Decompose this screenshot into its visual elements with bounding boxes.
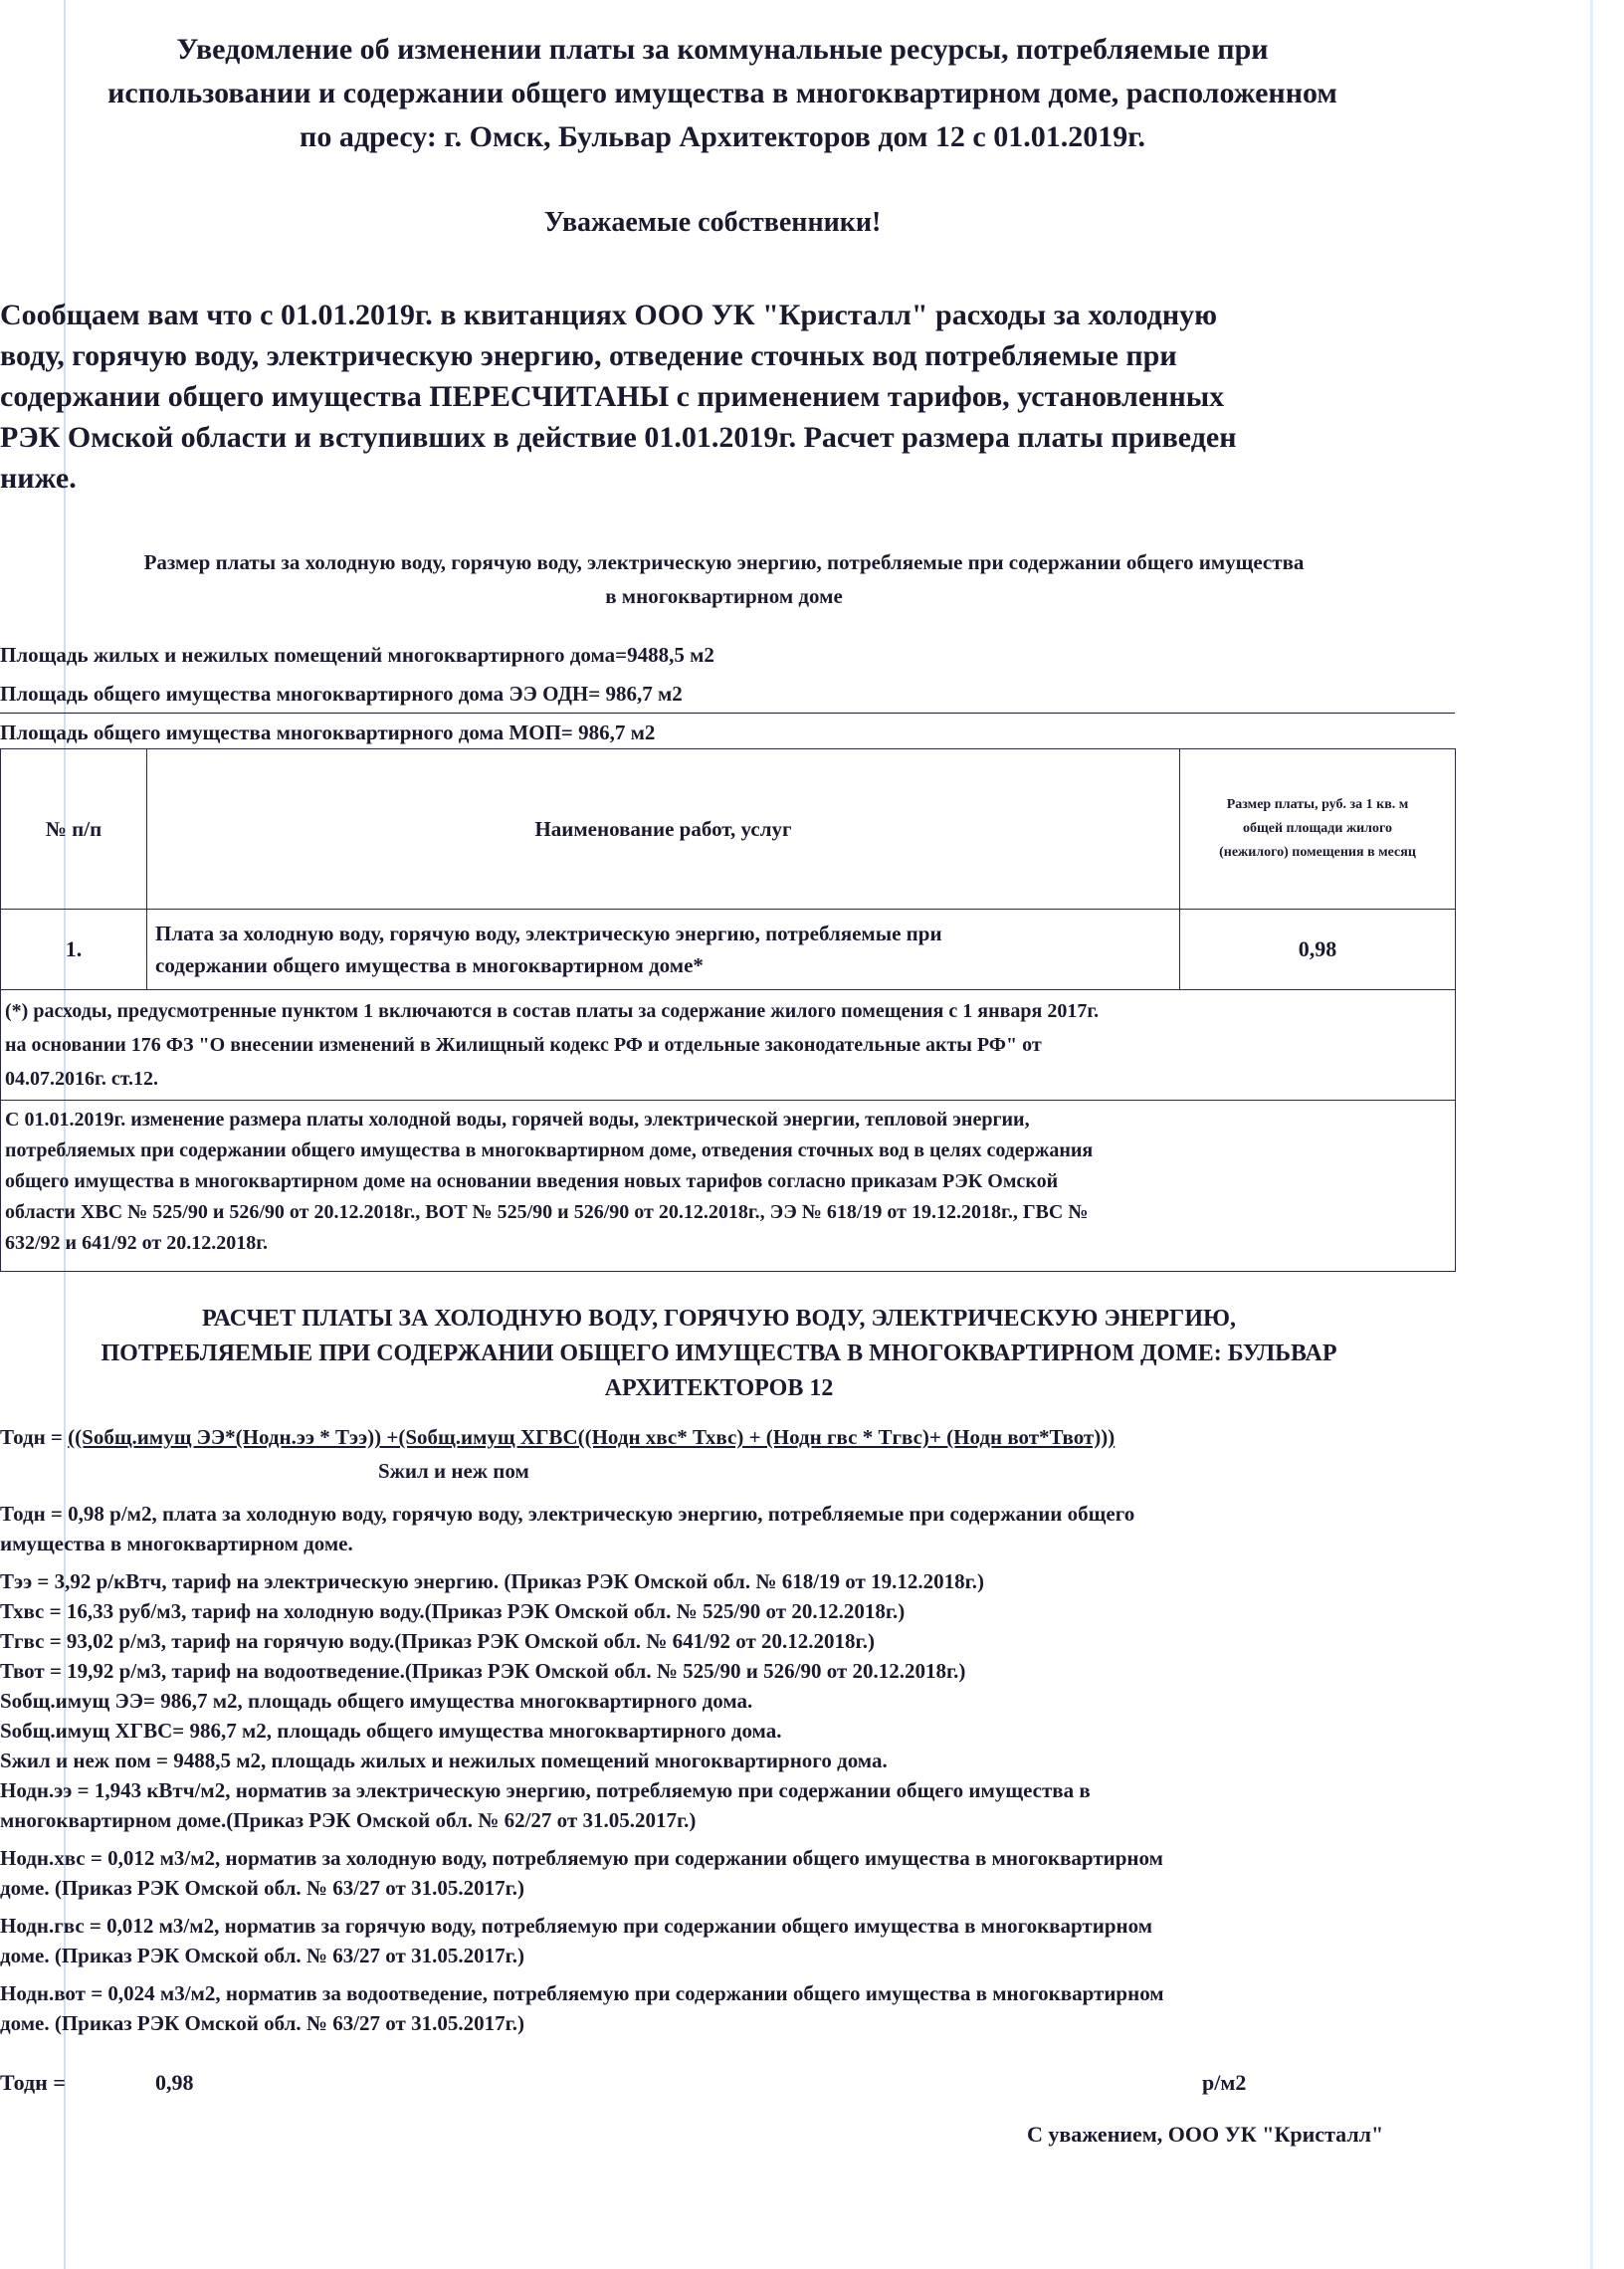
definition-line: Sобщ.имущ ЭЭ= 986,7 м2, площадь общего имущества многоквартирного дома. (0, 1689, 753, 1713)
intro-line: содержании общего имущества ПЕРЕСЧИТАНЫ с применением тарифов, установленных (0, 380, 1225, 413)
definition-line: имущества в многоквартирном доме. (0, 1532, 353, 1555)
result-value: 0,98 (155, 2070, 194, 2095)
row-num: 1. (1, 910, 147, 990)
definition-line: Тээ = 3,92 р/кВтч, тариф на электрическую энергию. (Приказ РЭК Омской обл. № 618/19 от 19.12.2018г.) (0, 1569, 984, 1593)
tariff-note-line: С 01.01.2019г. изменение размера платы холодной воды, горячей воды, электрической энергии, тепловой энергии, (5, 1109, 1030, 1131)
result-unit: р/м2 (1202, 2070, 1247, 2095)
definition-line: доме. (Приказ РЭК Омской обл. № 63/27 от 31.05.2017г.) (0, 1944, 524, 1967)
definition-line: Sобщ.имущ ХГВС= 986,7 м2, площадь общего имущества многоквартирного дома. (0, 1719, 782, 1743)
tariff-change-note (1, 1101, 1456, 1272)
header-size-line: общей площади жилого (1242, 821, 1393, 836)
intro-line: воду, горячую воду, электрическую энергию, отведение сточных вод потребляемые при (0, 339, 1177, 372)
row-value: 0,98 (1180, 910, 1456, 990)
definition-line: многоквартирном доме.(Приказ РЭК Омской обл. № 62/27 от 31.05.2017г.) (0, 1808, 697, 1832)
tariff-note-line: потребляемых при содержании общего имущества в многоквартирном доме, отведения сточных вод в целях содержания (5, 1139, 1094, 1161)
row-name (147, 910, 1180, 990)
formula (0, 1425, 1453, 1450)
table-row (1, 910, 1456, 990)
header-name: Наименование работ, услуг (147, 749, 1180, 910)
calculation-title-line: АРХИТЕКТОРОВ 12 (604, 1375, 834, 1401)
calculation-title-line: РАСЧЕТ ПЛАТЫ ЗА ХОЛОДНУЮ ВОДУ, ГОРЯЧУЮ ВОДУ, ЭЛЕКТРИЧЕСКУЮ ЭНЕРГИЮ, (201, 1306, 1237, 1332)
fee-subtitle-line: в многоквартирном доме (605, 584, 843, 608)
footnote-line: 04.07.2016г. ст.12. (5, 1068, 159, 1090)
footnote-asterisk (1, 990, 1456, 1101)
notice-title-line: по адресу: г. Омск, Бульвар Архитекторов дом 12 с 01.01.2019г. (300, 120, 1145, 153)
area-total: Площадь жилых и нежилых помещений многоквартирного дома=9488,5 м2 (0, 643, 714, 667)
table-note-row (1, 990, 1456, 1101)
intro-line: Сообщаем вам что с 01.01.2019г. в квитанциях ООО УК "Кристалл" расходы за холодную (0, 299, 1218, 331)
notice-title (0, 28, 1445, 159)
area-mop: Площадь общего имущества многоквартирного дома МОП= 986,7 м2 (0, 721, 656, 744)
tariff-note-line: области ХВС № 525/90 и 526/90 от 20.12.2018г., ВОТ № 525/90 и 526/90 от 20.12.2018г., ЭЭ № 618/19 от 19.12.2018г., ГВС № (5, 1201, 1089, 1223)
row-name-line: содержании общего имущества в многоквартирном доме* (155, 953, 704, 977)
definition-line: Твот = 19,92 р/м3, тариф на водоотведение.(Приказ РЭК Омской обл. № 525/90 и 526/90 от 20.12.2018г.) (0, 1659, 966, 1683)
fee-subtitle (0, 545, 1448, 613)
fee-table (0, 748, 1456, 1272)
definition-line: Нодн.хвс = 0,012 м3/м2, норматив за холодную воду, потребляемую при содержании общего имущества в многоквартирном (0, 1846, 1163, 1870)
result-label: Тодн = (0, 2070, 66, 2095)
definition-line: Тодн = 0,98 р/м2, плата за холодную воду, горячую воду, электрическую энергию, потребляемые при содержании общего (0, 1502, 1135, 1526)
definition-line: Нодн.вот = 0,024 м3/м2, норматив за водоотведение, потребляемую при содержании общего имущества в многоквартирном (0, 1981, 1164, 2005)
area-odn: Площадь общего имущества многоквартирного дома ЭЭ ОДН= 986,7 м2 (0, 682, 1455, 714)
definition-line: Sжил и неж пом = 9488,5 м2, площадь жилых и нежилых помещений многоквартирного дома. (0, 1749, 888, 1772)
definition-line: доме. (Приказ РЭК Омской обл. № 63/27 от 31.05.2017г.) (0, 2011, 524, 2035)
scan-edge-line (1590, 0, 1593, 2269)
definition-line: Тгвс = 93,02 р/м3, тариф на горячую воду.(Приказ РЭК Омской обл. № 641/92 от 20.12.2018г.) (0, 1629, 875, 1653)
header-size-line: (нежилого) помещения в месяц (1219, 845, 1416, 860)
definition-line: Нодн.гвс = 0,012 м3/м2, норматив за горячую воду, потребляемую при содержании общего имущества в многоквартирном (0, 1914, 1153, 1938)
fee-subtitle-line: Размер платы за холодную воду, горячую воду, электрическую энергию, потребляемые при содержании общего имущества (143, 550, 1305, 574)
formula-lhs: Тодн = (0, 1425, 69, 1449)
greeting: Уважаемые собственники! (543, 207, 882, 238)
intro-line: РЭК Омской области и вступивших в действие 01.01.2019г. Расчет размера платы приведен (0, 421, 1237, 454)
row-name-line: Плата за холодную воду, горячую воду, электрическую энергию, потребляемые при (155, 922, 942, 945)
footnote-line: на основании 176 ФЗ "О внесении изменений в Жилищный кодекс РФ и отдельные законодательные акты РФ" от (5, 1034, 1042, 1056)
header-size (1180, 749, 1456, 910)
table-header-row (1, 749, 1456, 910)
calculation-title-line: ПОТРЕБЛЯЕМЫЕ ПРИ СОДЕРЖАНИИ ОБЩЕГО ИМУЩЕСТВА В МНОГОКВАРТИРНОМ ДОМЕ: БУЛЬВАР (101, 1341, 1337, 1366)
tariff-note-line: 632/92 и 641/92 от 20.12.2018г. (5, 1232, 269, 1254)
header-num: № п/п (1, 749, 147, 910)
signature: С уважением, ООО УК "Кристалл" (1027, 2122, 1384, 2147)
definition-line: доме. (Приказ РЭК Омской обл. № 63/27 от 31.05.2017г.) (0, 1876, 524, 1900)
table-note-row (1, 1101, 1456, 1272)
formula-numerator: ((Sобщ.имущ ЭЭ*(Нодн.ээ * Тээ)) +(Sобщ.имущ ХГВС((Нодн хвс* Тхвс) + (Нодн гвс * Тгвс)+ (Нодн вот*Твот))) (68, 1425, 1116, 1449)
formula-denominator: Sжил и неж пом (378, 1459, 529, 1483)
intro-line: ниже. (0, 462, 77, 495)
calculation-title (0, 1302, 1438, 1406)
definition-line: Тхвс = 16,33 руб/м3, тариф на холодную воду.(Приказ РЭК Омской обл. № 525/90 от 20.12.2018г.) (0, 1599, 906, 1623)
definition-line: Нодн.ээ = 1,943 кВтч/м2, норматив за электрическую энергию, потребляемую при содержании общего имущества в (0, 1778, 1091, 1802)
notice-title-line: Уведомление об изменении платы за коммунальные ресурсы, потребляемые при (176, 33, 1269, 66)
definitions (0, 1499, 1453, 2038)
notice-title-line: использовании и содержании общего имущества в многоквартирном доме, расположенном (107, 77, 1337, 109)
tariff-note-line: общего имущества в многоквартирном доме на основании введения новых тарифов согласно приказам РЭК Омской (5, 1170, 1059, 1192)
intro-paragraph (0, 295, 1438, 499)
footnote-line: (*) расходы, предусмотренные пунктом 1 включаются в состав платы за содержание жилого помещения с 1 января 2017г. (5, 1000, 1100, 1022)
header-size-line: Размер платы, руб. за 1 кв. м (1226, 797, 1409, 812)
